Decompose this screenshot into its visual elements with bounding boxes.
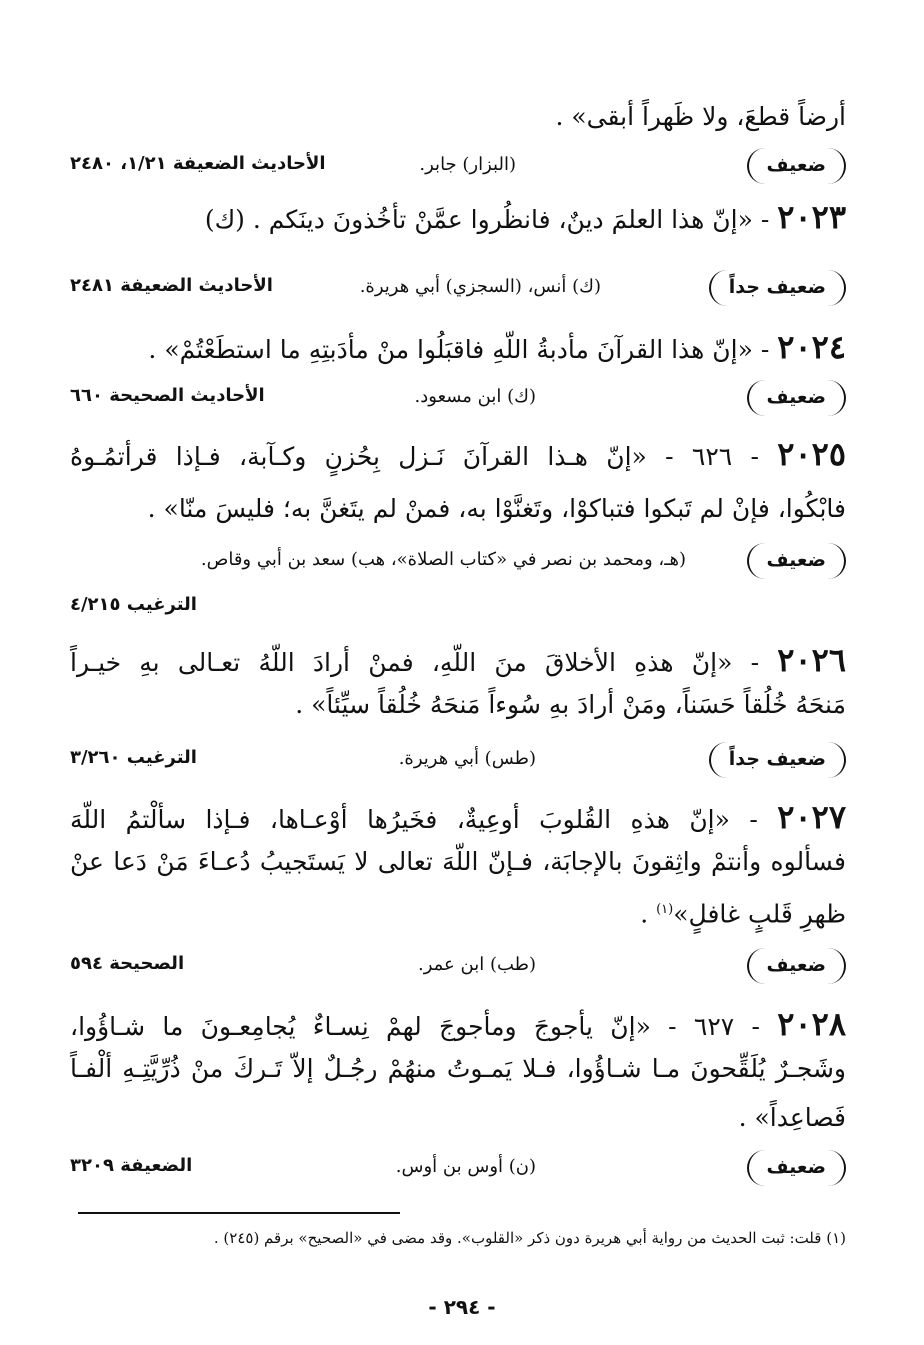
source-text: (طس) أبي هريرة. [398,748,536,769]
grade-badge: ضعيف [747,1150,846,1186]
hadith-2028 [70,1007,846,1044]
book-reference: الأحاديث الصحيحة ٦٦٠ [70,385,265,406]
reference-line [70,589,846,629]
hadith-text: ظهرِ قَلبٍ غافلٍ» [673,899,846,929]
source-text: (طب) ابن عمر. [417,954,536,975]
grade-badge: ضعيف [747,148,846,184]
book-reference: الأحاديث الضعيفة ١/٢١، ٢٤٨٠ [70,153,326,174]
hadith-text-line: فسألوه وأنتمْ واثِقونَ بالإجابَة، فـإنّ اللّهَ تعالى لا يَستَجيبُ دُعـاءَ مَنْ دَعا عنْ [70,847,846,876]
book-reference: الصحيحة ٥٩٤ [70,953,185,974]
hadith-text: - «إنّ هذهِ الأخلاقَ منَ اللّهِ، فمنْ أرادَ اللّهُ تعـالى بهِ خيـراً [70,648,760,677]
source-text: (هـ، ومحمد بن نصر في «كتاب الصلاة»، هب) سعد بن أبي وقاص. [200,549,686,570]
footnote: (١) قلت: ثبت الحديث من رواية أبي هريرة دون ذكر «القلوب». وقد مضى في «الصحيح» برقم (٢٤٥) . [213,1229,846,1247]
grade-badge: ضعيف [747,380,846,416]
hadith-number: ٢٠٢٨ [777,1005,846,1043]
hadith-number: ٢٠٢٣ [777,198,846,236]
hadith-number: ٢٠٢٦ [777,641,847,679]
hadith-text-line: وشَجـرٌ يُلَقِّحونَ مـا شـاؤُوا، فـلا يَمـوتُ منهُمْ رجُـلٌ إلاّ تَـركَ منْ ذُرِّيَّتِـهِ ألْفـاً [70,1054,846,1083]
hadith-text-line: فَصاعِداً» . [738,1103,846,1132]
hadith-2025 [70,437,846,474]
grade-badge: ضعيف [747,543,846,579]
hadith-2024 [70,330,846,367]
grade-badge: ضعيف جداً [709,742,846,778]
hadith-text: - «إنّ هذا القرآنَ مأدبةُ اللّهِ فاقبَلُوا منْ مأدَبتِهِ ما استطَعْتُمْ» . [148,335,770,364]
hadith-2027 [70,800,846,837]
hadith-text-line: فابْكُوا، فإنْ لم تَبكوا فتباكوْا، وتَغنَّوْا به، فمنْ لم يتَغنَّ به؛ فليسَ منّا» . [147,494,846,523]
reference-line [70,948,846,988]
book-reference: الترغيب ٣/٢٦٠ [70,747,197,768]
hadith-text: - «إنّ هذا العلمَ دينٌ، فانظُروا عمَّنْ تأخُذونَ دينَكم . (ك) [204,205,770,234]
source-text: (ك) أنس، (السجزي) أبي هريرة. [359,276,601,297]
reference-line [70,148,846,188]
book-reference: الضعيفة ٣٢٠٩ [70,1155,193,1176]
reference-line [70,742,846,782]
page-number: - ٢٩٤ - [428,1295,496,1319]
grade-badge: ضعيف [747,948,846,984]
hadith-number: ٢٠٢٧ [777,798,846,836]
hadith-text-line: مَنحَهُ خُلُقاً حَسَناً، ومَنْ أرادَ بهِ سُوءاً مَنحَهُ خُلُقاً سيِّئاً» . [295,690,846,719]
hadith-text: - ٦٢٦ - «إنّ هـذا القرآنَ نَـزل بِحُزنٍ وكـآبة، فـإذا قرأتمُـوهُ [70,442,759,471]
hadith-2023 [70,200,846,237]
source-text: (ك) ابن مسعود. [414,386,536,407]
book-reference: الترغيب ٤/٢١٥ [70,594,197,615]
footnote-marker: (١) [656,902,674,917]
source-text: (ن) أوس بن أوس. [395,1156,536,1177]
reference-line [70,1150,846,1190]
book-reference: الأحاديث الضعيفة ٢٤٨١ [70,275,273,296]
reference-line [70,270,846,310]
hadith-text: - ٦٢٧ - «إنّ يأجوجَ ومأجوجَ لهمْ نِسـاءٌ يُجامِعـونَ ما شـاؤُوا، [70,1012,760,1041]
grade-badge: ضعيف جداً [709,270,846,306]
reference-line [70,380,846,420]
hadith-text-line: ظهرِ قَلبٍ غافلٍ»$^{(١)}$ . [640,899,846,929]
reference-line [70,543,846,583]
hadith-text: - «إنّ هذهِ القُلوبَ أوعِيةٌ، فخَيرُها أوْعـاها، فـإذا سألْتمُ اللّهَ [70,805,758,834]
footnote-divider [78,1212,400,1214]
hadith-number: ٢٠٢٤ [777,328,846,366]
hadith-2026 [70,643,846,680]
hadith-number: ٢٠٢٥ [777,435,846,473]
opening-line: أرضاً قطعَ، ولا ظَهراً أبقى» . [555,102,846,131]
source-text: (البزار) جابر. [419,154,516,175]
